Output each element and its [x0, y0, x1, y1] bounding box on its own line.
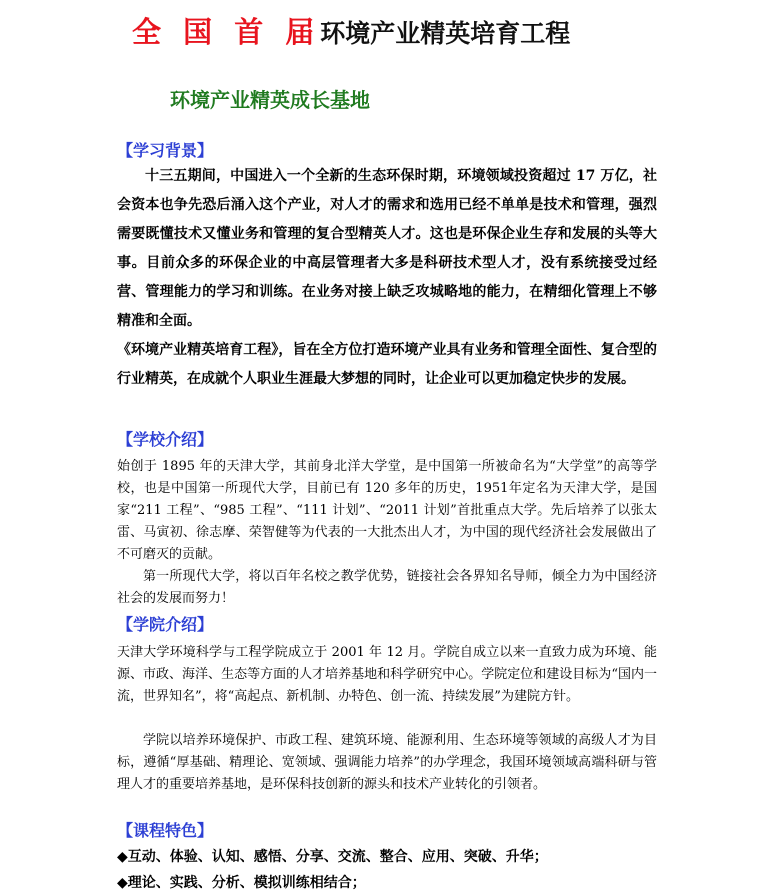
section-heading-school: 【学校介绍】 — [117, 430, 214, 449]
title-highlight: 全 国 首 届 — [132, 15, 321, 49]
section-heading-background: 【学习背景】 — [117, 141, 214, 160]
section-heading-college: 【学院介绍】 — [117, 615, 214, 634]
college-paragraph-1: 天津大学环境科学与工程学院成立于 2001 年 12 月。学院自成立以来一直致力成为环境、能源、市政、海洋、生态等方面的人才培养基地和科学研究中心。学院定位和建设目标为“国内一流，世界知名”，将“高起点、新机制、办特色、创一流、持续发展”为建院方针。 — [117, 645, 657, 704]
feature-item: ◆互动、体验、认知、感悟、分享、交流、整合、应用、突破、升华； — [117, 849, 548, 865]
background-paragraph-1: 十三五期间，中国进入一个全新的生态环保时期，环境领域投资超过 17 万亿，社会资本也争先恐后涌入这个产业，对人才的需求和选用已经不单单是技术和管理，强烈需要既懂技术又懂业务和管理的复合型精英人才。这也是环保企业生存和发展的头等大事。目前众多的环保企业的中高层管理者大多是科研技术型人才，没有系统接受过经营、管理能力的学习和训练。在业务对接上缺乏攻城略地的能力，在精细化管理上不够精准和全面。 — [117, 168, 657, 329]
feature-item: ◆理论、实践、分析、模拟训练相结合； — [117, 875, 366, 891]
school-paragraph-1: 始创于 1895 年的天津大学，其前身北洋大学堂，是中国第一所被命名为“大学堂”的高等学校，也是中国第一所现代大学，目前已有 120 多年的历史，1951年定名为天津大学，是国家“211 工程”、“985 工程”、“111 计划”、“2011 计划”首批重点大学。先后培养了以张太雷、马寅初、徐志摩、荣智健等为代表的一大批杰出人才，为中国的现代经济社会发展做出了不可磨灭的贡献。 — [117, 459, 657, 562]
page-title — [132, 10, 570, 51]
school-paragraph-2: 第一所现代大学，将以百年名校之教学优势，链接社会各界知名导师，倾全力为中国经济社会的发展而努力！ — [117, 569, 657, 606]
background-paragraph-2: 《环境产业精英培育工程》，旨在全方位打造环境产业具有业务和管理全面性、复合型的行业精英，在成就个人职业生涯最大梦想的同时，让企业可以更加稳定快步的发展。 — [117, 342, 657, 387]
title-main: 环境产业精英培育工程 — [320, 19, 571, 48]
page-subtitle: 环境产业精英成长基地 — [170, 88, 370, 112]
college-paragraph-2: 学院以培养环境保护、市政工程、建筑环境、能源利用、生态环境等领域的高级人才为目标，遵循“厚基础、精理论、宽领域、强调能力培养”的办学理念，我国环境领域高端科研与管理人才的重要培养基地，是环保科技创新的源头和技术产业转化的引领者。 — [117, 733, 657, 792]
section-heading-features: 【课程特色】 — [117, 821, 214, 840]
